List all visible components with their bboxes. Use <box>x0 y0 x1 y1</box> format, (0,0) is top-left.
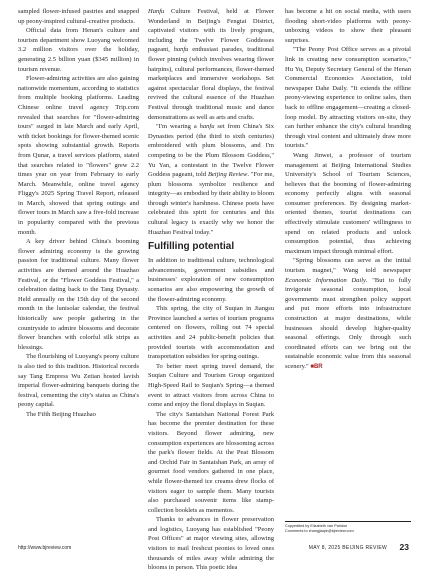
section-heading: Fulfilling potential <box>148 241 235 253</box>
text-run: enthusiast parades, traditional flower pinning (which involves wearing flower hairpins), cultural performances, flower-themed marketplaces and immersive workshops. Set against spectacular floral displays, the festival revived the cultural essence of the Huazhao Festival through traditional music and dance demonstrations as well as arts and crafts. <box>148 46 274 121</box>
paragraph: has become a hit on social media, with users flooding short-video platforms with peony-unboxing videos to show their pleasant surprises. <box>285 8 411 44</box>
page-footer <box>0 542 427 554</box>
paragraph <box>148 7 274 122</box>
text-run: . "For me, plum blossoms symbolize resilience and integrity—as embodied by their ability to bloom through winter's harshness. Chinese poets have celebrated this spirit for centuries and this cultural legacy is exactly why we honor the Huazhao Festival today." <box>148 171 275 236</box>
paragraph: Thanks to advances in flower preservation and logistics, Luoyang has established "Peony Post Offices" at major viewing sites, allowing visitors to mail freshcut peonies to loved ones thousands of miles away while admiring the blooms in person. This poetic idea <box>148 516 274 572</box>
paragraph: In addition to traditional culture, technological advancements, government subsidies and businesses' exploration of new consumption scenarios are also empowering the growth of the flower-admiring economy. <box>148 257 274 303</box>
comments-line: Comments to zhangjiaqie@bjreview.com <box>285 529 354 533</box>
italic-term: hanfu <box>173 46 189 54</box>
text-column-middle <box>148 7 274 573</box>
paragraph <box>148 122 274 237</box>
end-mark: ■BR <box>310 363 323 370</box>
text-run: Culture Festival, held at Flower Wonderland in Beijing's Fengtai District, captivated visitors with its lively program, including the Twelve Flower Goddesses pageant, <box>148 8 274 54</box>
text-column-left <box>18 7 139 420</box>
paragraph <box>285 256 411 372</box>
paragraph: This spring, the city of Suqian in Jiangsu Province launched a series of tourism programs centered on flowers, rolling out 74 special activities and 24 public-benefit policies that provided tourists with accommodation and transportation subsidies for spring outings. <box>148 305 274 361</box>
copyedit-credit <box>285 521 411 534</box>
paragraph: The flourishing of Luoyang's peony culture is also tied to this tradition. Historical records say Tang Empress Wu Zetian hosted lavish imperial flower-admiring banquets during the festival, cementing the city's status as China's peony capital. <box>18 353 139 409</box>
paragraph: Official data from Henan's culture and tourism department show Luoyang welcomed 3.2 million visitors over the holiday, generating 2.5 billion yuan ($345 million) in tourism revenue. <box>18 27 139 73</box>
paragraph: The Fifth Beijing Huazhao <box>26 410 96 418</box>
italic-term: hanfu <box>199 123 215 131</box>
copyeditor-line: Copyedited by Elizabeth van Paridon <box>285 524 348 528</box>
paragraph: Flower-admiring activities are also gaining nationwide momentum, according to statistics from multiple booking platforms. Leading Chinese online travel agency Trip.com revealed that searches for "flower-admiring tours" surged in late March and early April, with ticket bookings for flower-themed scenic spots showing substantial growth. Reports from Qunar, a travel services platform, stated that searches related to "flowers" grew 2.2 times year on year from February to early March. Meanwhile, online travel agency Fliggy's 2025 Spring Travel Report, released in March, showed that spring outings and flower tours in March saw a five-fold increase in popularity compared with the previous month. <box>18 75 139 236</box>
italic-term: Hanfu <box>148 8 165 15</box>
paragraph: Wang Jinwei, a professor of tourism management at Beijing International Studies University's School of Tourism Sciences, believes that the booming of flower-admiring economy perfectly aligns with seasonal consumer preferences. By designing market-oriented themes, tourist destinations can effectively stimulate customers' willingness to spend on related products and unlock consumption potential, thus achieving maximum impact through minimal effort. <box>285 151 411 255</box>
text-run: . "But to fully invigorate seasonal consumption, local governments must strengthen policy support and put more efforts into infrastructure construction at major destinations, while businesses should develop higher-quality seasonal offerings. Only through such coordinated efforts can we bring out the sustainable economic value from this seasonal scenery." <box>285 276 411 370</box>
publication-name: Economic Information Daily <box>285 276 366 284</box>
issue-date: MAY 8, 2025 BEIJING REVIEW <box>308 545 387 551</box>
text-run: "Spring blossoms can serve as the initial tourism magnet," Wang told newspaper <box>285 257 411 275</box>
website-url[interactable]: http://www.bjreview.com <box>18 545 72 551</box>
text-run: set from China's Six Dynasties period (the third to sixth centuries) embroidered with plum blossoms, and I'm competing to be the Plum Blossom Goddess," Yu Yan, a contestant in the Twelve Flower Goddess pageant, told <box>148 123 274 179</box>
text-run: "I'm wearing a <box>156 123 200 131</box>
paragraph: The city's Santaishan National Forest Park has become the premier destination for these visitors. Beyond flower admiring, new consumption experiences are blossoming across the park's flower fields. At the Peat Blossom and Orchid Fair in Santaishan Park, an array of gourmet food vendors gathered in one place, while flower-themed ice creams drew flocks of visitors eager to sample them. Many tourists also purchased souvenir items like stamp-collection booklets as mementos. <box>148 410 274 514</box>
text-column-right <box>285 7 411 373</box>
paragraph: sampled flower-infused pastries and snapped up peony-inspired cultural-creative products. <box>18 8 139 25</box>
publication-name: Beijing Review <box>207 171 248 179</box>
paragraph: To better meet spring travel demand, the Suqian Culture and Tourism Group organized High-Speed Rail to Suqian's Spring—a themed event to attract visitors from across China to come and enjoy the floral displays in Suqian. <box>148 362 274 409</box>
paragraph: A key driver behind China's booming flower admiring economy is the growing passion for traditional culture. Many flower activities are themed around the Huazhao Festival, or the "Flower Goddess Festival," a celebration dating back to the Tang Dynasty. Held annually on the 15th day of the second month in the lunisolar calendar, the festival historically saw people gathering in the countryside to admire blossoms and decorate flower branches with colorful silk strips as blessings. <box>18 238 139 351</box>
page-number: 23 <box>399 542 409 552</box>
paragraph: "The Peony Post Office serves as a pivotal link in creating new consumption scenarios," Hu Yu, Deputy Secretary General of the Henan Commercial Economics Association, told newspaper Dahe Daily. "It extends the offline peony-viewing experience to online sales, then back to offline engagement—creating a closed-loop model. By attracting visitors on-site, they can further enhance the city's cultural branding through viral content and ultimately draw more tourists." <box>285 46 411 150</box>
